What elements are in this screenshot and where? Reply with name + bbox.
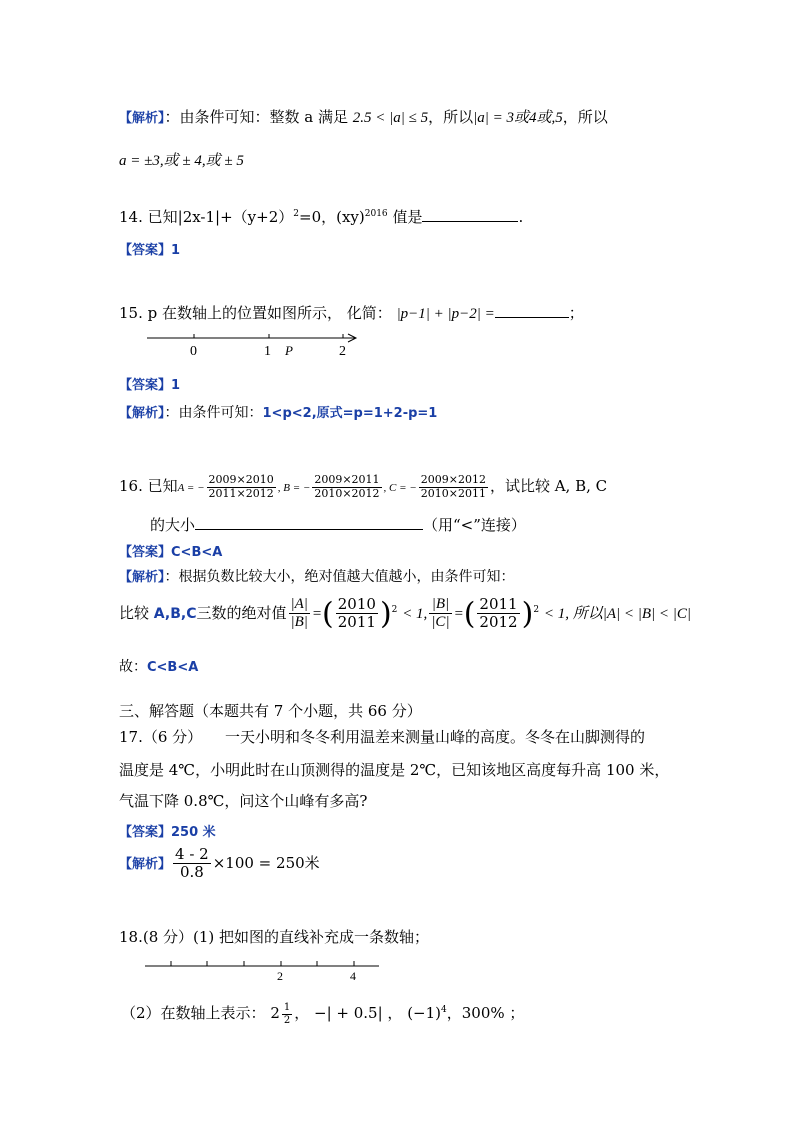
question-number: 18. [119, 928, 143, 946]
q18-item3: ，300% ； [446, 1004, 525, 1022]
answer-blank [422, 221, 518, 222]
analysis-text: ：根据负数比较大小，绝对值越大值越小，由条件可知： [164, 569, 515, 585]
answer-blank [495, 317, 569, 318]
conclusion-pre: 故： [119, 659, 147, 675]
q17-fraction: $\frac{4 - 2}{0.8}$ [175, 845, 209, 882]
q13-text-mid: ，所以 [428, 108, 474, 126]
q13-abs-value: |a| = 3或4或,5 [473, 110, 563, 126]
q13-text: ：由条件可知：整数 a 满足 [164, 108, 348, 126]
q14-exponent-2016: 2016 [364, 209, 388, 219]
question-number: 15. [119, 304, 143, 322]
axis-label-1: 1 [264, 344, 271, 359]
equals-sign: = [453, 605, 464, 622]
equals-sign: = [311, 605, 323, 622]
q14-text-mid: =0，(xy) [299, 208, 365, 226]
final-chain: |A| < |B| < |C| [602, 605, 692, 622]
q16-comparison: 比较 A,B,C三数的绝对值 $\frac{|A|}{|B|}$ =( $\frac{2010}{2011}$ )$^2$ < 1, $\frac{|B|}{|C|}$ =( $\frac{2011}{2012}$ )$^2$ < 1, 所以|A| < |B| < |C| [119, 595, 692, 632]
q16-a-label: A = − [177, 482, 205, 495]
analysis-tag: 【解析】 [119, 570, 165, 585]
q18-score: (8 分） [142, 928, 194, 946]
q17-answer [119, 821, 216, 840]
axis-label-4: 4 [350, 969, 356, 983]
axis-label-p: P [285, 343, 293, 358]
answer-value: 1 [171, 243, 181, 258]
analysis-tag: 【解析】 [119, 111, 165, 126]
q17-line2: 温度是 4℃，小明此时在山顶测得的温度是 2℃，已知该地区高度每升高 100 米， [119, 761, 670, 779]
q18-part2 [121, 1002, 524, 1026]
q16-b-label: , B = − [277, 482, 311, 495]
q16-hint: （用“<”连接） [423, 516, 526, 534]
q18-part2-pre: （2）在数轴上表示： [121, 1004, 266, 1022]
square-exponent: 2 [533, 604, 540, 615]
q17-line3: 气温下降 0.8℃，问这个山峰有多高? [119, 792, 368, 810]
q16-known: 已知 [147, 477, 178, 496]
ratio-2010-2011: $\frac{2010}{2011}$ [337, 595, 376, 632]
q16-conclusion [119, 656, 198, 676]
q18-part1 [119, 926, 429, 947]
analysis-tag: 【解析】 [119, 856, 172, 872]
answer-tag: 【答案】 [119, 825, 172, 840]
q18-number-line [143, 958, 383, 984]
q16-answer [119, 541, 222, 560]
cmp-pre: 比较 [119, 603, 150, 622]
q14-exponent-2: 2 [293, 209, 299, 219]
analysis-value: 1<p<2,原式=p=1+2-p=1 [262, 406, 438, 421]
answer-blank [195, 529, 423, 530]
ratio-a-b: $\frac{|A|}{|B|}$ [290, 596, 308, 631]
conclusion-value: C<B<A [147, 660, 199, 675]
mixed-number: 2 $\frac{1}{2}$ [270, 1002, 291, 1026]
q15-text: p 在数轴上的位置如图所示， 化简： [147, 304, 392, 322]
answer-value: 250 米 [171, 825, 216, 840]
cmp-abc: A,B,C [153, 605, 197, 622]
q18-exponent: 4 [441, 1005, 447, 1015]
q13-inequality: 2.5 < |a| ≤ 5 [352, 110, 429, 126]
q13-text-post: ，所以 [562, 108, 608, 126]
q16-a-fraction: $\frac{2009\times 2010}{2011\times 2012}$ [208, 473, 274, 500]
axis-label-0: 0 [190, 344, 197, 359]
q14-text-pre: 已知|2x-1|+（y+2） [147, 208, 294, 226]
answer-tag: 【答案】 [119, 545, 172, 560]
q16-analysis [119, 566, 515, 586]
square-exponent: 2 [391, 604, 398, 615]
q15-number-line [143, 330, 373, 360]
section-title: 三、解答题（本题共有 7 个小题，共 66 分） [119, 702, 422, 720]
q16-question-line2 [150, 514, 526, 535]
q16-c-label: , C = − [383, 482, 417, 495]
q16-question-line1 [119, 474, 607, 500]
q15-question [119, 302, 584, 323]
answer-tag: 【答案】 [119, 378, 172, 393]
q14-end: . [518, 208, 524, 226]
answer-value: C<B<A [171, 545, 223, 560]
q17-line1 [119, 726, 645, 747]
q18-items: ， −| + 0.5| ， (−1) [294, 1004, 442, 1022]
question-number: 17. [119, 728, 143, 746]
less-than-one: < 1, [402, 605, 428, 622]
q13-analysis-line2: a = ±3,或 ± 4,或 ± 5 [119, 153, 244, 169]
q15-expression: |p−1| + |p−2| = [396, 306, 495, 322]
q16-c-fraction: $\frac{2009\times 2012}{2010\times 2011}$ [420, 473, 486, 500]
axis-label-2: 2 [339, 344, 346, 359]
cmp-mid: 三数的绝对值 [196, 603, 287, 622]
q18-part1-text: (1) 把如图的直线补充成一条数轴； [193, 928, 430, 946]
q13-analysis-line1 [119, 106, 608, 127]
q14-question [119, 206, 523, 227]
q14-text-post: 值是 [392, 208, 423, 226]
q17-calc: ×100 = 250米 [212, 853, 320, 872]
ratio-2011-2012: $\frac{2011}{2012}$ [479, 595, 518, 632]
q16-b-fraction: $\frac{2009\times 2011}{2010\times 2012}$ [314, 473, 380, 500]
answer-value: 1 [171, 378, 181, 393]
q16-size: 的大小 [150, 516, 196, 534]
analysis-tag: 【解析】 [119, 406, 165, 421]
q17-text-1: 一天小明和冬冬利用温差来测量山峰的高度。冬冬在山脚测得的 [224, 728, 645, 746]
question-number: 16. [119, 477, 143, 496]
q15-answer [119, 374, 180, 393]
q15-end: ； [568, 304, 584, 322]
ratio-b-c: $\frac{|B|}{|C|}$ [431, 596, 450, 631]
question-number: 14. [119, 208, 143, 226]
q17-score: （6 分） [142, 728, 203, 746]
axis-label-2: 2 [277, 969, 283, 983]
q15-analysis [119, 402, 437, 422]
answer-tag: 【答案】 [119, 243, 172, 258]
q17-analysis [119, 846, 320, 882]
q16-compare: ，试比较 A, B, C [489, 477, 608, 496]
q14-answer [119, 239, 180, 258]
therefore-text: < 1, 所以 [543, 605, 603, 622]
analysis-pre: ：由条件可知： [164, 405, 263, 421]
